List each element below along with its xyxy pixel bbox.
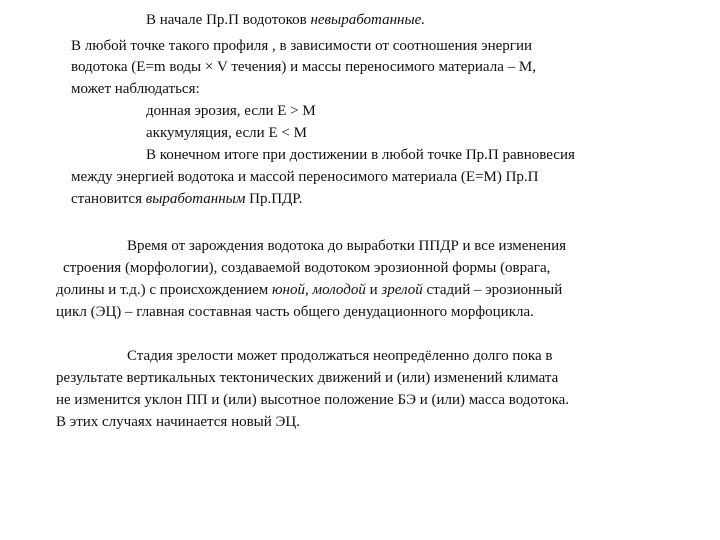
text-line: В этих случаях начинается новый ЭЦ.: [56, 414, 301, 430]
text-line: Стадия зрелости может продолжаться неопредёленно долго пока в: [127, 348, 553, 364]
text-line: донная эрозия, если Е > М: [146, 103, 316, 119]
text-line: результате вертикальных тектонических движений и (или) изменений климата: [56, 370, 559, 386]
italic-term: невыработанные.: [310, 12, 426, 28]
italic-term: зрелой: [381, 282, 423, 298]
text-line: аккумуляция, если Е < М: [146, 125, 307, 141]
text-line: долины и т.д.) с происхождением юной, молодой и зрелой стадий – эрозионный: [56, 282, 563, 298]
text-line: становится выработанным Пр.ПДР.: [71, 191, 303, 207]
text-line: между энергией водотока и массой переносимого материала (Е=М) Пр.П: [71, 169, 539, 185]
text-line: В начале Пр.П водотоков невыработанные.: [146, 12, 426, 28]
text-line: водотока (Е=m воды × V течения) и массы переносимого материала – М,: [71, 59, 536, 75]
text-line: цикл (ЭЦ) – главная составная часть общего денудационного морфоцикла.: [56, 304, 534, 320]
text-line: может наблюдаться:: [71, 81, 200, 97]
text-line: Время от зарождения водотока до выработки ППДР и все изменения: [127, 238, 567, 254]
text-line: не изменится уклон ПП и (или) высотное положение БЭ и (или) масса водотока.: [56, 392, 570, 408]
italic-term: юной, молодой: [271, 282, 366, 298]
text-line: В конечном итоге при достижении в любой точке Пр.П равновесия: [146, 147, 575, 163]
text-line: В любой точке такого профиля , в зависимости от соотношения энергии: [71, 38, 533, 54]
italic-term: выработанным: [145, 191, 246, 207]
text-line: строения (морфологии), создаваемой водотоком эрозионной формы (оврага,: [63, 260, 551, 276]
